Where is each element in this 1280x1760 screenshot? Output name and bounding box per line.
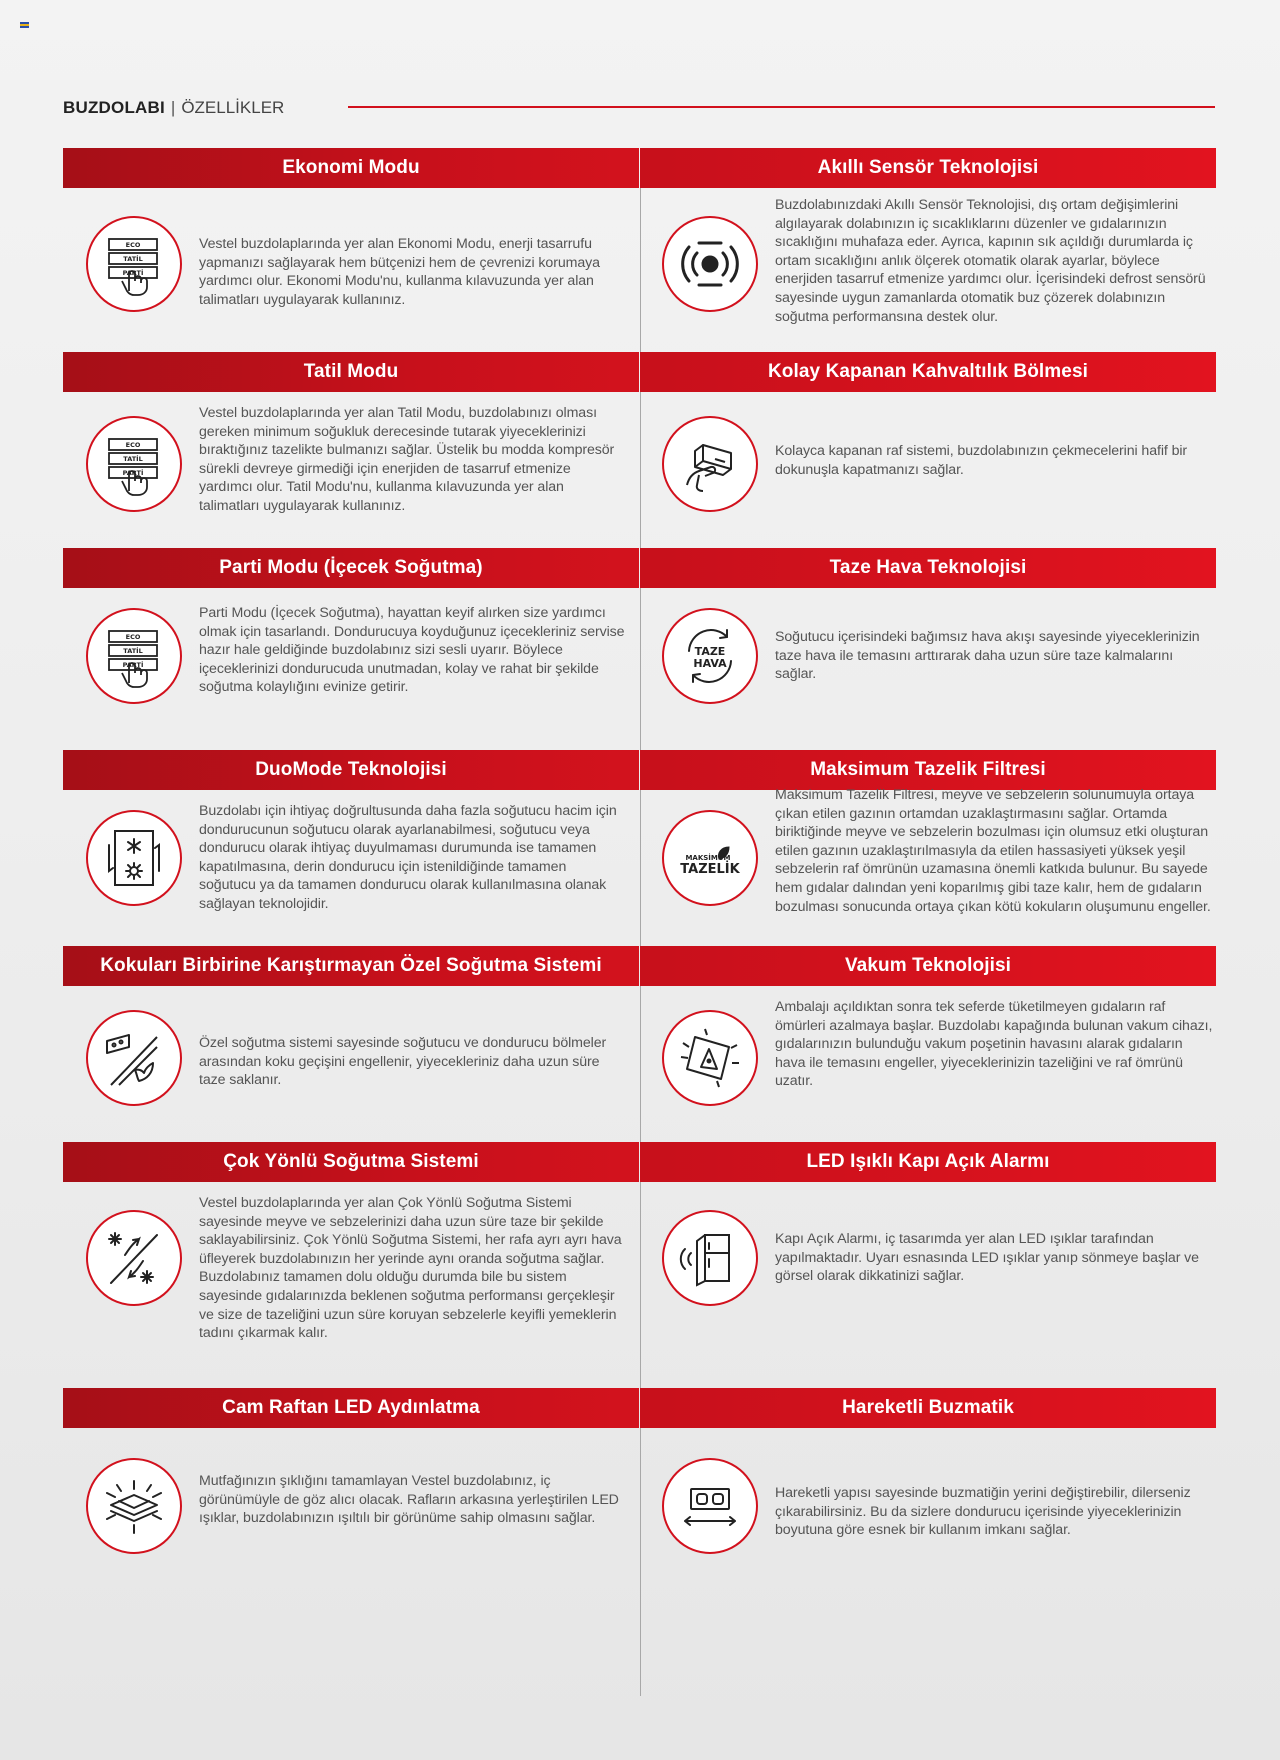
- svg-text:TATİL: TATİL: [123, 255, 143, 263]
- feature-duomode: [63, 750, 639, 946]
- svg-text:TAZE: TAZE: [694, 645, 726, 658]
- feature-title-bar: [640, 1388, 1216, 1428]
- feature-description: Mutfağınızın şıklığını tamamlayan Vestel buzdolabınız, iç görünümüyle de göz alıcı olacak. Rafların arkasına yerleştirilen LED ışıklar, buzdolabınızın ışıltılı bir görünüme sahip olmasını sağlar.: [199, 1473, 619, 1527]
- glowing-shelf-icon: [86, 1458, 182, 1554]
- svg-text:PARTİ: PARTİ: [122, 469, 144, 477]
- fresh-air-cycle-icon: [662, 608, 758, 704]
- mode-buttons-icon: [86, 608, 182, 704]
- svg-text:MAKSİMUM: MAKSİMUM: [685, 854, 731, 862]
- feature-title: Taze Hava Teknolojisi: [829, 557, 1027, 578]
- feature-holiday: [63, 352, 639, 548]
- feature-description: Soğutucu içerisindeki bağımsız hava akışı sayesinde yiyeceklerinizin taze hava ile temasını arttırarak daha uzun süre taze kalmalarını sağlar.: [775, 629, 1200, 683]
- feature-doorAlarm: [640, 1142, 1216, 1388]
- feature-title: Parti Modu (İçecek Soğutma): [219, 557, 483, 578]
- feature-description: Vestel buzdolaplarında yer alan Çok Yönlü Soğutma Sistemi sayesinde meyve ve sebzelerinizi daha uzun süre taze bir şekilde saklayabilirsiniz. Çok Yönlü Soğutma Sistemi, her rafa ayrı ayrı hava üfleyerek buzdolabınızın her yerinde aynı oranda soğutma sağlar. Buzdolabınız tamamen dolu olduğu durumda bile bu sistem sayesinde gıdalarınızda beklenen soğutma performansı gerçekleşir ve size de tazeliğini uzun süre koruyan sebzelerle keyifli yemeklerin tadını çıkarmak kalır.: [199, 1195, 622, 1342]
- movable-icemaker-icon: [662, 1458, 758, 1554]
- page-header: [63, 96, 1215, 120]
- feature-title: Ekonomi Modu: [282, 157, 420, 178]
- feature-title-bar: [640, 148, 1216, 188]
- feature-description: Kolayca kapanan raf sistemi, buzdolabınızın çekmecelerini hafif bir dokunuşla kapatmanızı sağlar.: [775, 443, 1188, 478]
- feature-description: Vestel buzdolaplarında yer alan Tatil Modu, buzdolabınızı olması gereken minimum soğukluk derecesinde tutarak yiyeceklerinizi bıraktığınız tazelikte bulmanızı sağlar. Üstelik bu modda kompresör sürekli devreye girmediği için enerjiden de tasarruf etmenize yardımcı olur. Tatil Modu'nu, kullanma kılavuzunda yer alan talimatları uygulayarak kullanınız.: [199, 405, 615, 514]
- feature-icemaker: [640, 1388, 1216, 1588]
- svg-text:PARTİ: PARTİ: [122, 269, 144, 277]
- feature-title: Kolay Kapanan Kahvaltılık Bölmesi: [767, 361, 1089, 382]
- feature-title: Maksimum Tazelik Filtresi: [810, 759, 1046, 780]
- feature-title: Cam Raftan LED Aydınlatma: [222, 1397, 480, 1418]
- feature-title-bar: [640, 1142, 1216, 1182]
- svg-text:ECO: ECO: [125, 441, 141, 449]
- feature-title: Çok Yönlü Soğutma Sistemi: [223, 1151, 479, 1172]
- feature-title-bar: [63, 148, 639, 188]
- feature-title: Akıllı Sensör Teknolojisi: [817, 157, 1039, 178]
- svg-text:ECO: ECO: [125, 241, 141, 249]
- header-brand: BUZDOLABI: [63, 98, 165, 117]
- feature-multiflow: [63, 1142, 639, 1388]
- feature-title-bar: [63, 1142, 639, 1182]
- feature-title: Hareketli Buzmatik: [842, 1397, 1014, 1418]
- feature-sensor: [640, 148, 1216, 352]
- cheese-fish-separation-icon: [86, 1010, 182, 1106]
- feature-title-bar: [63, 750, 639, 790]
- feature-filter: [640, 750, 1216, 946]
- vacuum-bag-icon: [662, 1010, 758, 1106]
- mode-buttons-icon: [86, 216, 182, 312]
- feature-description: Maksimum Tazelik Filtresi, meyve ve sebzelerin solunumuyla ortaya çıkan etilen gazının ortamdan uzaklaştırmasını sağlar. Ortamda biriktiğinde meyve ve sebzelerin bozulması için olumsuz etki oluşturan etilen gazının uzaklaştırılmasıyla da etilen hassasiyeti yüksek yeşil sebzelerin raf ömrünün uzamasına önemli katkıda bulunur. Bu sayede hem gıdalar dalından yeni koparılmış gibi taze kalır, hem de gıdaların bozulması sonucunda ortaya çıkan kötü kokuların oluşumunu engeller.: [775, 787, 1211, 915]
- feature-description: Vestel buzdolaplarında yer alan Ekonomi Modu, enerji tasarrufu yapmanızı sağlayarak hem bütçenizi hem de çevrenizi korumaya yardımcı olur. Ekonomi Modu'nu, kullanma kılavuzunda yer alan talimatları uygulayarak kullanınız.: [199, 235, 600, 308]
- header-rule: [348, 106, 1215, 108]
- feature-description: Özel soğutma sistemi sayesinde soğutucu ve dondurucu bölmeler arasından koku geçişini engellenir, yiyecekleriniz daha uzun süre taze saklanır.: [199, 1035, 607, 1089]
- door-alarm-icon: [662, 1210, 758, 1306]
- svg-text:HAVA: HAVA: [693, 657, 727, 670]
- svg-text:ECO: ECO: [125, 633, 141, 641]
- feature-title: DuoMode Teknolojisi: [255, 759, 447, 780]
- freshness-filter-icon: [662, 810, 758, 906]
- svg-text:PARTİ: PARTİ: [122, 661, 144, 669]
- sensor-icon: [662, 216, 758, 312]
- feature-glassLed: [63, 1388, 639, 1588]
- header-separator: |: [170, 98, 176, 117]
- feature-title-bar: [63, 1388, 639, 1428]
- feature-odor: [63, 946, 639, 1142]
- feature-description: Buzdolabı için ihtiyaç doğrultusunda daha fazla soğutucu hacim için dondurucunun soğutucu olarak ayarlanabilmesi, soğutucu veya dondurucu olarak ihtiyaç duyulmaması durumunda ise tamamen kapatılmasına, derin dondurucu için istenildiğinde tamamen soğutucu ya da tamamen dondurucu olarak kullanılmasına olanak sağlayan teknolojidir.: [199, 803, 617, 912]
- feature-title-bar: [640, 352, 1216, 392]
- corner-mark: [20, 22, 29, 28]
- feature-title-bar: [63, 548, 639, 588]
- feature-description: Kapı Açık Alarmı, iç tasarımda yer alan LED ışıklar tarafından yapılmaktadır. Uyarı esnasında LED ışıklar yanıp sönmeye başlar ve görsel olarak dikkatinizi sağlar.: [775, 1231, 1199, 1285]
- feature-title: Vakum Teknolojisi: [844, 955, 1012, 976]
- feature-title-bar: [640, 548, 1216, 588]
- feature-title-bar: [63, 946, 639, 986]
- feature-title-bar: [63, 352, 639, 392]
- feature-title: Tatil Modu: [303, 361, 399, 382]
- feature-title-bar: [640, 946, 1216, 986]
- feature-breakfast: [640, 352, 1216, 548]
- header-subtitle: ÖZELLİKLER: [181, 98, 285, 117]
- feature-title-bar: [640, 750, 1216, 790]
- feature-vacuum: [640, 946, 1216, 1142]
- feature-freshair: [640, 548, 1216, 748]
- feature-title: Kokuları Birbirine Karıştırmayan Özel Soğutma Sistemi: [100, 955, 602, 976]
- duomode-switch-icon: [86, 810, 182, 906]
- drawer-push-icon: [662, 416, 758, 512]
- feature-description: Ambalajı açıldıktan sonra tek seferde tüketilmeyen gıdaların raf ömürleri azalmaya başlar. Buzdolabı kapağında bulunan vakum cihazı, gıdalarınızın bulunduğu vakum poşetinin havasını alarak gıdaların hava ile temasını engeller, yiyeceklerinizin tazeliğini ve raf ömrünü uzatır.: [775, 999, 1213, 1090]
- svg-text:TAZELİK: TAZELİK: [680, 862, 740, 877]
- feature-description: Parti Modu (İçecek Soğutma), hayattan keyif alırken size yardımcı olmak için tasarlandı. Dondurucuya koyduğunuz içecekleriniz servise hazır hale geldiğinde buzdolabınız sizi sesli uyarır. Böylece içeceklerinizi dondurucuda unutmadan, kolay ve rahat bir şekilde soğutma kolaylığını evinize getirir.: [199, 605, 625, 696]
- feature-eco: [63, 148, 639, 352]
- svg-text:TATİL: TATİL: [123, 647, 143, 655]
- mode-buttons-icon: [86, 416, 182, 512]
- svg-text:TATİL: TATİL: [123, 455, 143, 463]
- feature-party: [63, 548, 639, 748]
- multi-airflow-icon: [86, 1210, 182, 1306]
- feature-title: LED Işıklı Kapı Açık Alarmı: [806, 1151, 1050, 1172]
- feature-description: Buzdolabınızdaki Akıllı Sensör Teknolojisi, dış ortam değişimlerini algılayarak dolabınızın iç sıcaklıklarını düzenler ve gıdalarınızın sıcaklığını muhafaza eder. Ayrıca, kapının sık açıldığı durumlarda iç ortam sıcaklığını anlık ölçerek otomatik olarak ayarlar, böylece enerjiden tasarruf etmenize yardımcı olur. İçerisindeki defrost sensörü sayesinde uygun zamanlarda otomatik buz çözerek dolabınızın soğutma performansına destek olur.: [775, 197, 1206, 325]
- feature-description: Hareketli yapısı sayesinde buzmatiğin yerini değiştirebilir, dilerseniz çıkarabilirsiniz. Bu da sizlere dondurucu içerisinde yiyeceklerinizin boyutuna göre esnek bir kullanım imkanı sağlar.: [775, 1485, 1191, 1539]
